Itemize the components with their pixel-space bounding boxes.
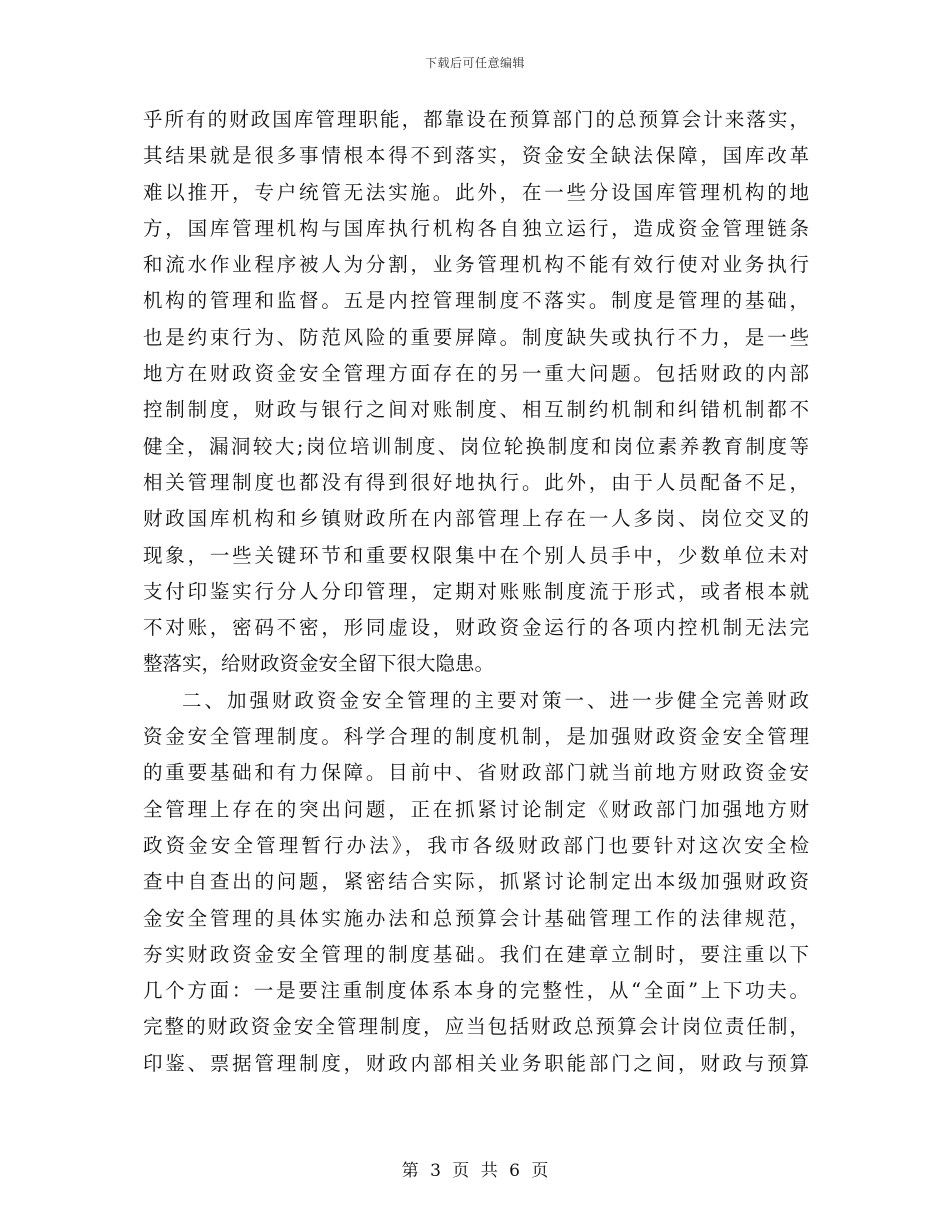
text-line: 健全，漏洞较大;岗位培训制度、岗位轮换制度和岗位素养教育制度等 (143, 434, 809, 458)
text-line: 其结果就是很多事情根本得不到落实，资金安全缺法保障，国库改革 (143, 144, 809, 168)
text-line: 方，国库管理机构与国库执行机构各自独立运行，造成资金管理链条 (143, 216, 809, 240)
text-line: 全管理上存在的突出问题，正在抓紧讨论制定《财政部门加强地方财 (143, 797, 809, 821)
paragraph (143, 102, 809, 683)
text-line: 整落实，给财政资金安全留下很大隐患。 (143, 652, 495, 676)
text-line: 金安全管理的具体实施办法和总预算会计基础管理工作的法律规范， (143, 906, 809, 930)
text-line: 难以推开，专户统管无法实施。此外，在一些分设国库管理机构的地 (143, 180, 809, 204)
page-footer: 第 3 页 共 6 页 (401, 1161, 549, 1181)
text-line: 夯实财政资金安全管理的制度基础。我们在建章立制时，要注重以下 (143, 942, 809, 966)
text-line: 的重要基础和有力保障。目前中、省财政部门就当前地方财政资金安 (143, 761, 809, 785)
text-line: 几个方面：一是要注重制度体系本身的完整性，从“全面”上下功夫。 (143, 979, 809, 1003)
text-line: 二、加强财政资金安全管理的主要对策一、进一步健全完善财政 (182, 688, 809, 712)
text-line: 印鉴、票据管理制度，财政内部相关业务职能部门之间，财政与预算 (143, 1051, 809, 1075)
paragraph (143, 683, 809, 1082)
text-line: 现象，一些关键环节和重要权限集中在个别人员手中，少数单位未对 (143, 543, 809, 567)
text-line: 资金安全管理制度。科学合理的制度机制，是加强财政资金安全管理 (143, 725, 809, 749)
text-line: 不对账，密码不密，形同虚设，财政资金运行的各项内控机制无法完 (143, 616, 809, 640)
text-line: 财政国库机构和乡镇财政所在内部管理上存在一人多岗、岗位交叉的 (143, 507, 809, 531)
text-line: 机构的管理和监督。五是内控管理制度不落实。制度是管理的基础， (143, 289, 809, 313)
text-line: 政资金安全管理暂行办法》，我市各级财政部门也要针对这次安全检 (143, 833, 809, 857)
text-line: 和流水作业程序被人为分割，业务管理机构不能有效行使对业务执行 (143, 253, 809, 277)
text-line: 完整的财政资金安全管理制度，应当包括财政总预算会计岗位责任制， (143, 1015, 809, 1039)
text-line: 乎所有的财政国库管理职能，都靠设在预算部门的总预算会计来落实， (143, 108, 809, 131)
text-line: 查中自查出的问题，紧密结合实际，抓紧讨论制定出本级加强财政资 (143, 870, 809, 894)
text-line: 相关管理制度也都没有得到很好地执行。此外，由于人员配备不足， (143, 470, 809, 494)
page-header: 下载后可任意编辑 (424, 56, 525, 70)
text-line: 支付印鉴实行分人分印管理，定期对账账制度流于形式，或者根本就 (143, 579, 809, 603)
body-text (143, 102, 809, 1082)
text-line: 控制制度，财政与银行之间对账制度、相互制约机制和纠错机制都不 (143, 398, 809, 422)
text-line: 地方在财政资金安全管理方面存在的另一重大问题。包括财政的内部 (143, 362, 809, 386)
text-line: 也是约束行为、防范风险的重要屏障。制度缺失或执行不力，是一些 (143, 325, 809, 349)
